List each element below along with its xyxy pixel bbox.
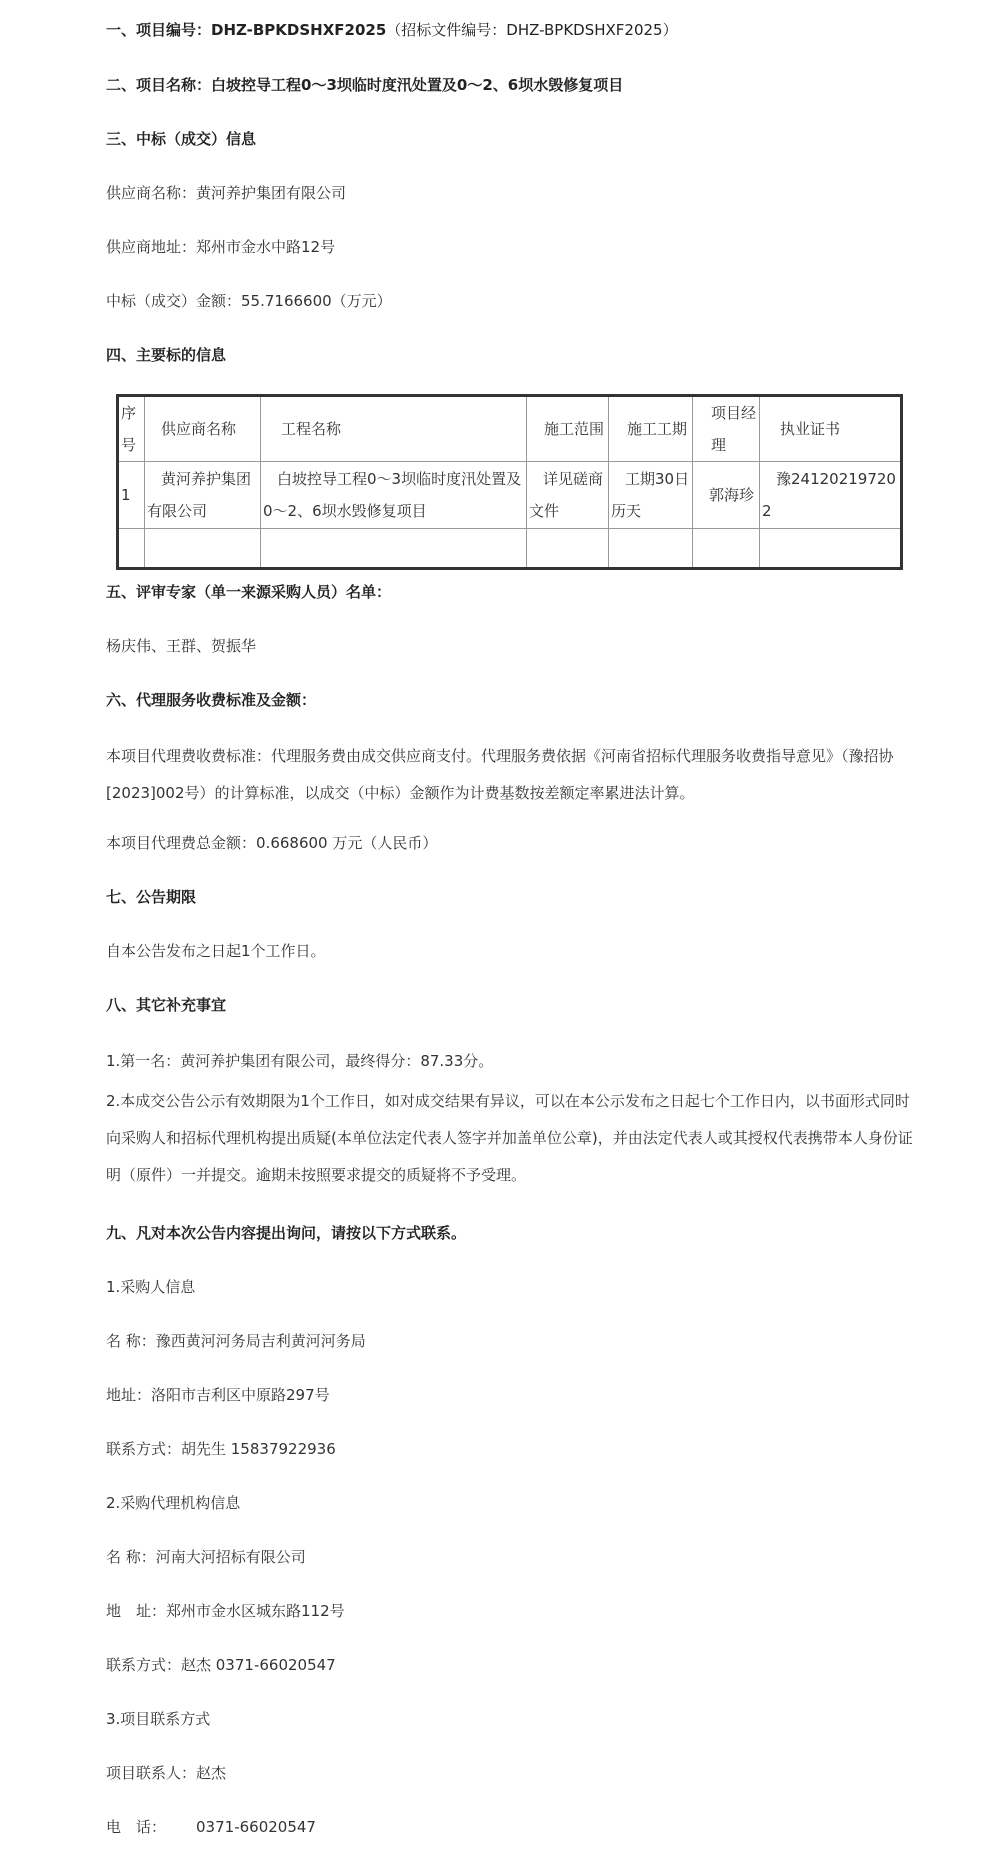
table-cell: 黄河养护集团有限公司 — [145, 462, 261, 528]
fee-standard: 本项目代理费收费标准：代理服务费由成交供应商支付。代理服务费依据《河南省招标代理服务收费指导意见》（豫招协[2023]002号）的计算标准，以成交（中标）金额作为计费基数按差额定率累进法计算。 — [106, 747, 894, 802]
project-name-label: 二、项目名称： — [106, 76, 212, 94]
table-header-cell: 序号 — [118, 396, 145, 462]
heading-main-subject: 四、主要标的信息 — [106, 346, 227, 364]
project-number-label: 一、项目编号： — [106, 21, 212, 39]
phone-label: 电 话： — [106, 1818, 167, 1836]
agency-address: 地 址：郑州市金水区城东路112号 — [106, 1602, 345, 1620]
supplier-address: 供应商地址：郑州市金水中路12号 — [106, 238, 336, 256]
agency-info-title: 2.采购代理机构信息 — [106, 1494, 241, 1512]
buyer-address: 地址：洛阳市吉利区中原路297号 — [106, 1386, 330, 1404]
table-cell: 豫241202197202 — [760, 462, 902, 528]
table-header-row — [118, 396, 902, 462]
project-contact-title: 3.项目联系方式 — [106, 1710, 211, 1728]
tender-doc-number: （招标文件编号：DHZ-BPKDSHXF2025） — [386, 21, 678, 39]
table-cell: 郭海珍 — [693, 462, 760, 528]
heading-agency-fee: 六、代理服务收费标准及金额： — [106, 691, 317, 709]
project-number-value: DHZ-BPKDSHXF2025 — [211, 21, 387, 39]
table-header-cell: 项目经理 — [693, 396, 760, 462]
agency-contact: 联系方式：赵杰 0371-66020547 — [106, 1656, 336, 1674]
heading-award-info: 三、中标（成交）信息 — [106, 130, 257, 148]
notice-period-text: 自本公告发布之日起1个工作日。 — [106, 942, 326, 960]
heading-supplementary: 八、其它补充事宜 — [106, 996, 227, 1014]
table-cell: 详见磋商文件 — [527, 462, 609, 528]
agency-name: 名 称：河南大河招标有限公司 — [106, 1548, 306, 1566]
fee-total: 本项目代理费总金额：0.668600 万元（人民币） — [106, 834, 438, 852]
section-project-name — [106, 74, 623, 96]
project-name-value: 白坡控导工程0～3坝临时度汛处置及0～2、6坝水毁修复项目 — [211, 76, 624, 94]
supplementary-item-1: 1.第一名：黄河养护集团有限公司，最终得分：87.33分。 — [106, 1052, 494, 1070]
project-phone — [106, 1816, 316, 1838]
heading-notice-period: 七、公告期限 — [106, 888, 197, 906]
expert-names: 杨庆伟、王群、贺振华 — [106, 637, 257, 655]
table-header-cell: 供应商名称 — [145, 396, 261, 462]
table-row-empty — [118, 528, 902, 568]
buyer-info-title: 1.采购人信息 — [106, 1278, 196, 1296]
phone-value: 0371-66020547 — [196, 1818, 316, 1836]
table-cell: 1 — [118, 462, 145, 528]
heading-experts: 五、评审专家（单一来源采购人员）名单： — [106, 583, 392, 601]
table-header-cell: 执业证书 — [760, 396, 902, 462]
buyer-contact: 联系方式：胡先生 15837922936 — [106, 1440, 336, 1458]
supplementary-item-2: 2.本成交公告公示有效期限为1个工作日，如对成交结果有异议，可以在本公示发布之日起七个工作日内，以书面形式同时向采购人和招标代理机构提出质疑(本单位法定代表人签字并加盖单位公章)，并由法定代表人或其授权代表携带本人身份证明（原件）一并提交。逾期未按照要求提交的质疑将不予受理。 — [106, 1092, 913, 1184]
table-header-cell: 施工工期 — [609, 396, 693, 462]
table-header-cell: 工程名称 — [261, 396, 527, 462]
project-contact-person: 项目联系人：赵杰 — [106, 1764, 227, 1782]
table-cell: 工期30日历天 — [609, 462, 693, 528]
section-project-number — [106, 19, 678, 41]
heading-contact: 九、凡对本次公告内容提出询问，请按以下方式联系。 — [106, 1224, 467, 1242]
table-header-cell: 施工范围 — [527, 396, 609, 462]
table-cell: 白坡控导工程0～3坝临时度汛处置及0～2、6坝水毁修复项目 — [261, 462, 527, 528]
table-row — [118, 462, 902, 528]
subject-table — [116, 394, 903, 570]
award-amount: 中标（成交）金额：55.7166600（万元） — [106, 292, 392, 310]
supplier-name: 供应商名称：黄河养护集团有限公司 — [106, 184, 347, 202]
buyer-name: 名 称：豫西黄河河务局吉利黄河河务局 — [106, 1332, 366, 1350]
